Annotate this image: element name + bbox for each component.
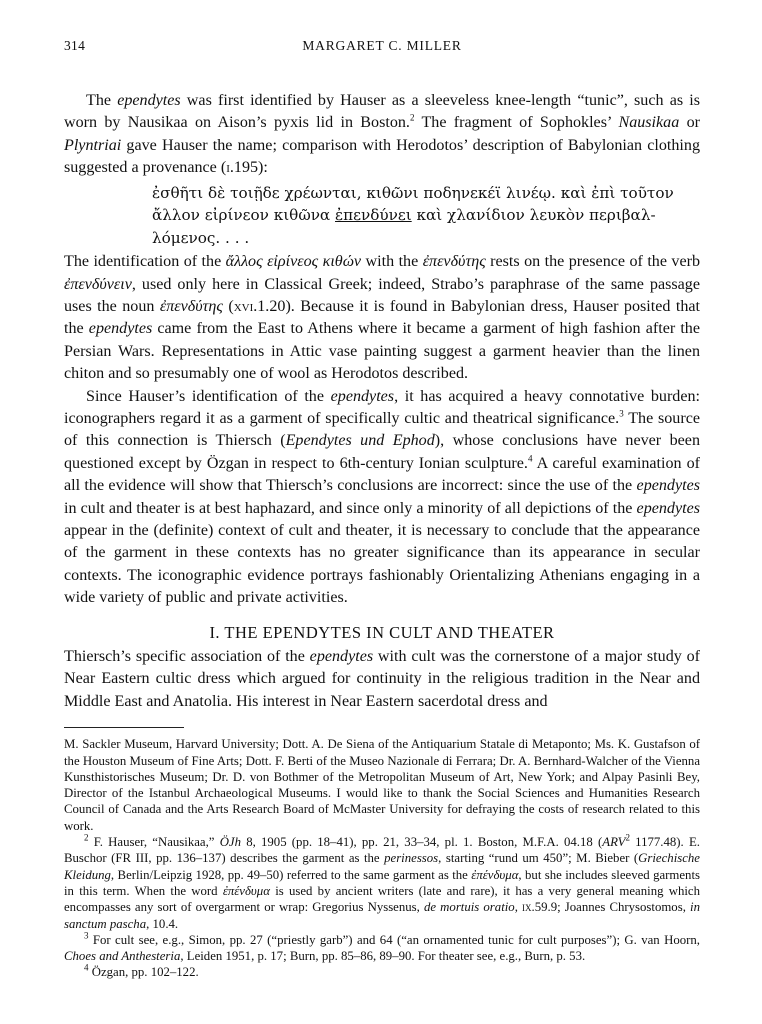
- paragraph-1: The ependytes was first identified by Hauser as a sleeveless knee-length “tunic”, such as is worn by Nausikaa on Aison’s pyxis lid in Boston.$^2$ The fragment of Sophokles’ Nausikaa or Plyntriai gave Hauser the name; comparison with Herodotos’ description of Babylonian clothing suggested a provenance (i.195):: [64, 92, 700, 177]
- footnotes: [64, 736, 700, 980]
- running-head-author: MARGARET C. MILLER: [302, 38, 462, 53]
- footnote-ref-3: 3: [619, 408, 624, 419]
- footnote-divider: [64, 727, 184, 728]
- page: [64, 38, 700, 981]
- footnote-1-continued: M. Sackler Museum, Harvard University; Dott. A. De Siena of the Antiquarium Statale di Metaponto; Ms. K. Gustafson of the Houston Museum of Fine Arts; Dott. F. Berti of the Museo Nazionale di Ferrara; Dr. A. Bernhard-Walcher of the Vienna Kunsthistorisches Museum; Dr. D. von Bothmer of the Metropolitan Museum of Art, New York; and Alpay Pasinli Bey, Director of the Istanbul Archaeological Museums. I would like to thank the Social Sciences and Humanities Research Council of Canada and the Arts Research Board of McMaster University for defraying the costs of research related to this work.: [64, 737, 700, 833]
- footnote-4: $^4$ Özgan, pp. 102–122.: [84, 963, 199, 980]
- underlined-verb: ἐπενδύνει: [335, 206, 412, 225]
- paragraph-4: Thiersch’s specific association of the ependytes with cult was the cornerstone of a major study of Near Eastern cultic dress which argued for continuity in the religious tradition in the Near and Middle East and Anatolia. His interest in Near Eastern sacerdotal dress and: [64, 648, 701, 710]
- footnote-ref-2: 2: [409, 113, 415, 124]
- footnote-2: $^2$ F. Hauser, “Nausikaa,” ÖJh 8, 1905 (pp. 18–41), pp. 21, 33–34, pl. 1. Boston, M.F.A. 04.18 (ARV$^2$ 1177.48). E. Buschor (FR III, pp. 136–137) describes the garment as the perinessos, starting “rund um 450”; M. Bieber (Griechische Kleidung, Berlin/Leipzig 1928, pp. 49–50) referred to the same garment as the ἐπένδυμα, but she includes sleeved garments in this term. When the word ἐπένδυμα is used by ancient writers (late and rare), it has a very general meaning which encompasses any sort of overgarment or wrap: Gregorius Nyssenus, de mortuis oratio, ix.59.9; Joannes Chrysostomos, in sanctum pascha, 10.4.: [64, 832, 701, 931]
- greek-line: ἄλλον εἰρίνεον κιθῶνα ἐπενδύνει καὶ χλανίδιον λευκὸν περιβαλ-: [152, 206, 656, 225]
- paragraph-2: The identification of the ἄλλος εἰρίνεος κιθών with the ἐπενδύτης rests on the presence of the verb ἐπενδύνειν, used only here in Classical Greek; indeed, Strabo’s paraphrase of the same passage uses the noun ἐπενδύτης (xvi.1.20). Because it is found in Babylonian dress, Hauser posited that the ependytes came from the East to Athens where it became a garment of high fashion after the Persian Wars. Representations in Attic vase painting suggest a garment heavier than the linen chiton and so presumably one of wool as Herodotos described.: [64, 253, 701, 383]
- greek-line: λόμενος. . . .: [152, 228, 250, 247]
- main-text: [64, 90, 700, 713]
- footnote-ref-4: 4: [527, 453, 533, 464]
- greek-line: ἐσθῆτι δὲ τοιῇδε χρέωνται, κιθῶνι ποδηνεκέϊ λινέῳ. καὶ ἐπὶ τοῦτον: [152, 183, 674, 202]
- paragraph-3: Since Hauser’s identification of the ependytes, it has acquired a heavy connotative burden: iconographers regard it as a garment of specifically cultic and theatrical significance.$^3$ The source of this connection is Thiersch (Ependytes und Ephod), whose conclusions have never been questioned except by Özgan in respect to 6th-century Ionian sculpture.$^4$ A careful examination of all the evidence will show that Thiersch’s conclusions are incorrect: since the use of the ependytes in cult and theater is at best haphazard, and since only a minority of all depictions of the ependytes appear in the (definite) context of cult and theater, it is necessary to conclude that the appearance of the garment in these contexts has no greater significance than its appearance in secular contexts. The iconographic evidence portrays fashionably Orientalizing Athenians engaging in a wide variety of public and private activities.: [64, 387, 701, 607]
- page-number: 314: [64, 38, 86, 53]
- section-heading: I. THE EPENDYTES IN CULT AND THEATER: [209, 622, 555, 642]
- footnote-3: $^3$ For cult see, e.g., Simon, pp. 27 (“priestly garb”) and 64 (“an ornamented tunic for cult purposes”); G. van Hoorn, Choes and Anthesteria, Leiden 1951, p. 17; Burn, pp. 85–86, 89–90. For theater see, e.g., Burn, p. 53.: [64, 930, 700, 964]
- greek-quotation: [152, 182, 700, 250]
- running-header: [64, 38, 700, 58]
